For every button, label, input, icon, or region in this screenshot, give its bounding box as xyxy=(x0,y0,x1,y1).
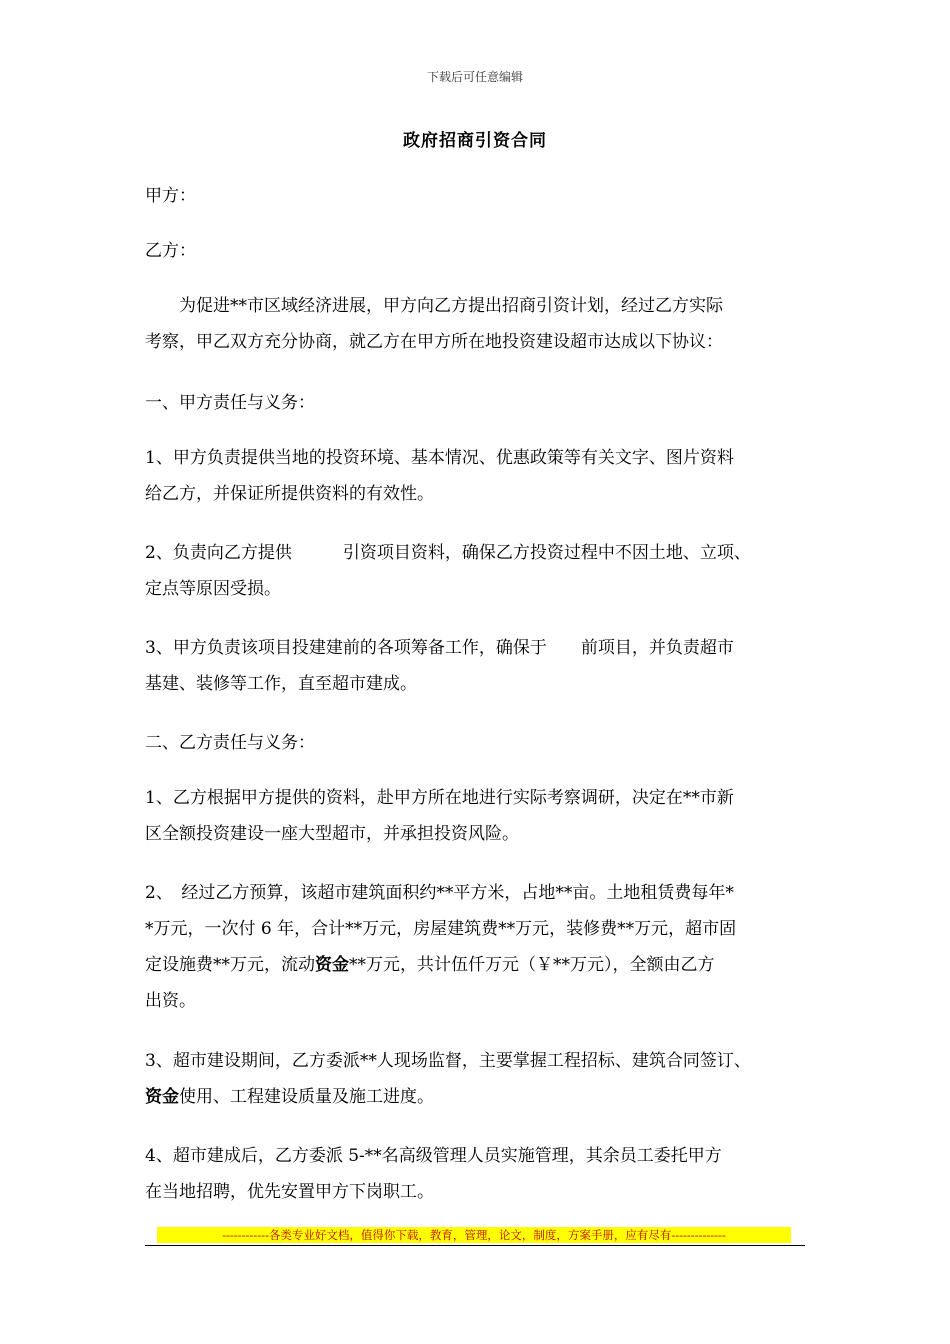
s1-item1-line1: 1、甲方负责提供当地的投资环境、基本情况、优惠政策等有关文字、图片资料 xyxy=(145,448,734,468)
s1-item2-line2: 定点等原因受损。 xyxy=(145,579,281,599)
intro-line-1: 为促进**市区域经济进展，甲方向乙方提出招商引资计划，经过乙方实际 xyxy=(145,296,723,316)
section-2-heading xyxy=(145,725,825,761)
s2-item2-line2: *万元，一次付 6 年，合计**万元，房屋建筑费**万元，装修费**万元，超市固 xyxy=(145,919,737,939)
s2-item2-line3-pre: 定设施费**万元，流动 xyxy=(145,955,315,975)
party-b-label xyxy=(145,233,825,269)
intro-line-2: 考察，甲乙双方充分协商，就乙方在甲方所在地投资建设超市达成以下协议： xyxy=(145,332,723,352)
section-1-heading-text: 一、甲方责任与义务： xyxy=(145,393,315,413)
section-2-item-1 xyxy=(145,780,825,852)
party-b-text: 乙方： xyxy=(145,241,196,261)
s2-item1-line2: 区全额投资建设一座大型超市，并承担投资风险。 xyxy=(145,824,519,844)
document-title: 政府招商引资合同 xyxy=(403,131,547,151)
s2-item3-line2 xyxy=(145,1079,825,1115)
s2-item2-line3-post: **万元，共计伍仟万元（￥**万元），全额由乙方 xyxy=(349,955,715,975)
s2-item3-line2-bold: 资金 xyxy=(145,1087,179,1107)
s2-item4-line1: 4、超市建成后，乙方委派 5-**名高级管理人员实施管理，其余员工委托甲方 xyxy=(145,1146,722,1166)
s2-item2-line3 xyxy=(145,947,825,983)
section-2-heading-text: 二、乙方责任与义务： xyxy=(145,733,315,753)
party-a-label xyxy=(145,178,825,214)
s1-item2-line1: 2、负责向乙方提供 引资项目资料，确保乙方投资过程中不因土地、立项、 xyxy=(145,543,751,563)
s2-item2-line1: 2、 经过乙方预算，该超市建筑面积约**平方米，占地**亩。土地租赁费每年* xyxy=(145,883,734,903)
footer-divider xyxy=(145,1245,805,1246)
s2-item1-line1: 1、乙方根据甲方提供的资料，赴甲方所在地进行实际考察调研，决定在**市新 xyxy=(145,788,734,808)
section-2-item-4 xyxy=(145,1138,825,1210)
section-1-item-2 xyxy=(145,535,825,607)
s2-item2-line4: 出资。 xyxy=(145,991,196,1011)
intro-paragraph xyxy=(145,288,825,360)
section-2-item-3 xyxy=(145,1043,825,1115)
section-2-item-2 xyxy=(145,875,825,1019)
section-1-item-1 xyxy=(145,440,825,512)
s2-item4-line2: 在当地招聘，优先安置甲方下岗职工。 xyxy=(145,1182,434,1202)
section-1-item-3 xyxy=(145,630,825,702)
s2-item3-line2-post: 使用、工程建设质量及施工进度。 xyxy=(179,1087,434,1107)
s2-item2-line3-bold: 资金 xyxy=(315,955,349,975)
footer-banner: ------------各类专业好文档，值得你下载，教育，管理，论文，制度，方案手册，应有尽有-------------- xyxy=(157,1227,791,1243)
s1-item3-line1: 3、甲方负责该项目投建建前的各项筹备工作，确保于 前项目，并负责超市 xyxy=(145,638,734,658)
header-note: 下载后可任意编辑 xyxy=(426,70,523,84)
party-a-text: 甲方： xyxy=(145,186,196,206)
section-1-heading xyxy=(145,385,825,421)
s2-item3-line1: 3、超市建设期间，乙方委派**人现场监督，主要掌握工程招标、建筑合同签订、 xyxy=(145,1051,751,1071)
s1-item3-line2: 基建、装修等工作，直至超市建成。 xyxy=(145,674,417,694)
s1-item1-line2: 给乙方，并保证所提供资料的有效性。 xyxy=(145,484,434,504)
